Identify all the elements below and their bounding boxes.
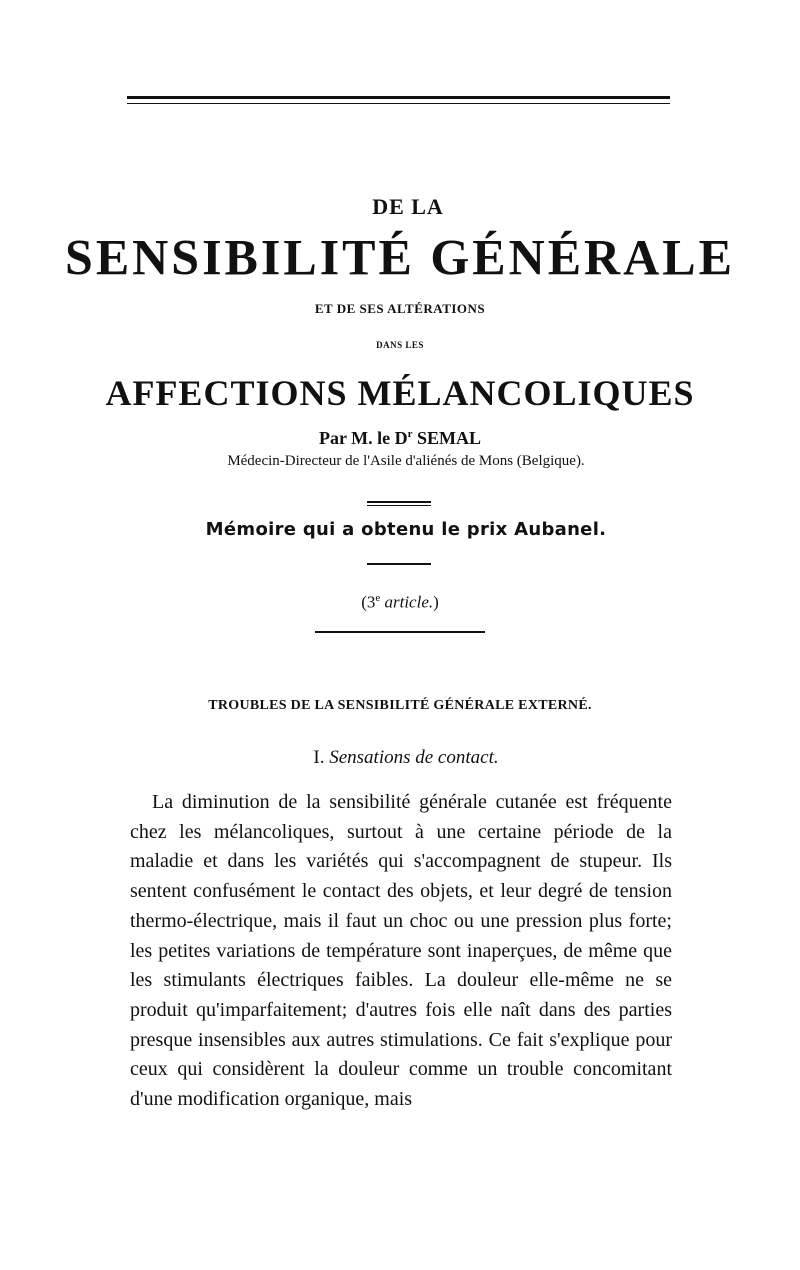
subsection-number: I. [313,747,330,768]
title-de-la: DE LA [372,194,444,219]
author-name: SEMAL [412,428,482,448]
body-paragraph: La diminution de la sensibilité générale cutanée est fréquente chez les mélancoliques, surtout à une certaine période de la maladie et dans les variétés qui s'accompagnent de stupeur. Ils sentent confusément le contact des objets, et leur degré de tension thermo-électrique, mais il faut un choc ou une pression plus forte; les petites variations de température sont inaperçues, de même que les stimulants électriques faibles. La douleur elle-même ne se produit qu'imparfaitement; d'autres fois elle naît dans des parties presque insensibles aux autres stimulations. Ce fait s'explique pour ceux qui considèrent la douleur comme un trouble concomitant d'une modification organique, mais [130,791,672,1111]
short-rule-2 [367,563,431,565]
short-rule-1b [367,505,431,506]
memoire-prize: Mémoire qui a obtenu le prix Aubanel. [205,519,607,540]
author-sup: r [407,428,413,440]
author-prefix: Par M. le D [318,428,408,448]
article-close: ) [433,592,439,612]
subtitle-alterations: ET DE SES ALTÉRATIONS [314,301,486,316]
article-number [0,592,800,613]
author-line [0,428,800,449]
long-rule [315,631,485,633]
article-num: (3 [361,592,376,612]
top-rule-thin [127,103,670,104]
section-title: TROUBLES DE LA SENSIBILITÉ GÉNÉRALE EXTERNÉ. [208,698,592,713]
short-rule-1 [367,501,431,503]
top-rule-thick [127,96,670,99]
article-sup: e [375,592,381,604]
body-text [130,788,672,1115]
subsection-title [6,747,800,769]
subtitle-dans-les: DANS LES [376,340,424,350]
subsection-text: Sensations de contact. [329,747,499,768]
author-affiliation: Médecin-Directeur de l'Asile d'aliénés de Mons (Belgique). [227,453,585,469]
main-title: SENSIBILITÉ GÉNÉRALE [65,228,735,286]
title-affections: AFFECTIONS MÉLANCOLIQUES [105,373,695,413]
article-word: article. [384,592,434,612]
